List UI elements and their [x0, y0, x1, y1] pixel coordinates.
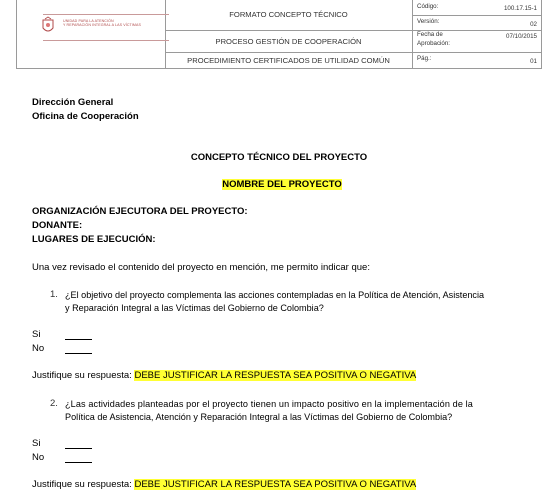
- document-header-table: [16, 0, 542, 69]
- form-title: FORMATO CONCEPTO TÉCNICO: [229, 10, 348, 19]
- approval-date-label: Fecha de Aprobación:: [417, 31, 451, 47]
- question-1-text-line-2: y Reparación Integral a las Víctimas del Gobierno de Colombia?: [65, 303, 324, 313]
- donor-label: DONANTE:: [32, 220, 83, 231]
- question-2-no-label: No: [32, 452, 45, 463]
- question-2-justify-note: DEBE JUSTIFICAR LA RESPUESTA SEA POSITIVA O NEGATIVA: [134, 479, 417, 490]
- question-2-justify-label: Justifique su respuesta:: [32, 479, 132, 490]
- question-1-no-blank[interactable]: [65, 345, 92, 354]
- version-label: Versión:: [417, 18, 440, 25]
- institution-logo: [41, 14, 181, 40]
- question-1-justify-label: Justifique su respuesta:: [32, 370, 132, 381]
- question-1-yes-row: [32, 329, 40, 341]
- code-label: Código:: [417, 3, 439, 10]
- intro-text: Una vez revisado el contenido del proyecto en mención, me permito indicar que:: [32, 262, 370, 273]
- executing-organization-label: ORGANIZACIÓN EJECUTORA DEL PROYECTO:: [32, 206, 248, 217]
- question-2-no-row: [32, 452, 44, 464]
- question-1-no-row: [32, 343, 44, 355]
- addressee-direction: Dirección General: [32, 97, 114, 108]
- document-title: CONCEPTO TÉCNICO DEL PROYECTO: [190, 152, 368, 163]
- question-1-no-label: No: [32, 343, 45, 354]
- question-2-number: 2.: [50, 398, 58, 409]
- question-2-yes-blank[interactable]: [65, 440, 92, 449]
- question-1-yes-label: Si: [32, 329, 41, 340]
- page-label: Pág.:: [417, 55, 432, 62]
- process-name: PROCESO GESTIÓN DE COOPERACIÓN: [215, 37, 362, 46]
- question-1-number: 1.: [50, 289, 58, 300]
- version-value: 02: [530, 21, 537, 28]
- question-2-yes-label: Si: [32, 438, 41, 449]
- question-2-text-line-2: Política de Asistencia, Atención y Reparación Integral a las Víctimas del Gobierno de Colombia?: [65, 412, 453, 422]
- code-value: 100.17.15-1: [503, 5, 537, 12]
- page-number: 01: [530, 58, 537, 65]
- question-1-justify-note: DEBE JUSTIFICAR LA RESPUESTA SEA POSITIVA O NEGATIVA: [134, 370, 417, 381]
- question-1-justify: [32, 370, 416, 382]
- addressee-office: Oficina de Cooperación: [32, 111, 139, 122]
- question-2-yes-row: [32, 438, 40, 450]
- question-1-yes-blank[interactable]: [65, 331, 92, 340]
- question-1-text-line-1: ¿El objetivo del proyecto complementa las acciones contempladas en la Política de Atención, Asistencia: [65, 290, 485, 300]
- question-2-no-blank[interactable]: [65, 454, 92, 463]
- question-2-text-line-1: ¿Las actividades planteadas por el proyecto tienen un impacto positivo en la implementación de la: [65, 399, 473, 409]
- project-name-placeholder: NOMBRE DEL PROYECTO: [222, 179, 342, 190]
- question-2-justify: [32, 479, 416, 491]
- approval-date-value: 07/10/2015: [506, 33, 537, 40]
- execution-places-label: LUGARES DE EJECUCIÓN:: [32, 234, 156, 245]
- procedure-name: PROCEDIMIENTO CERTIFICADOS DE UTILIDAD COMÚN: [187, 56, 390, 65]
- coat-of-arms-icon: [41, 16, 55, 36]
- logo-text: UNIDAD PARA LA ATENCIÓN Y REPARACIÓN INTEGRAL A LAS VÍCTIMAS: [63, 19, 142, 28]
- project-name-row: [0, 179, 550, 191]
